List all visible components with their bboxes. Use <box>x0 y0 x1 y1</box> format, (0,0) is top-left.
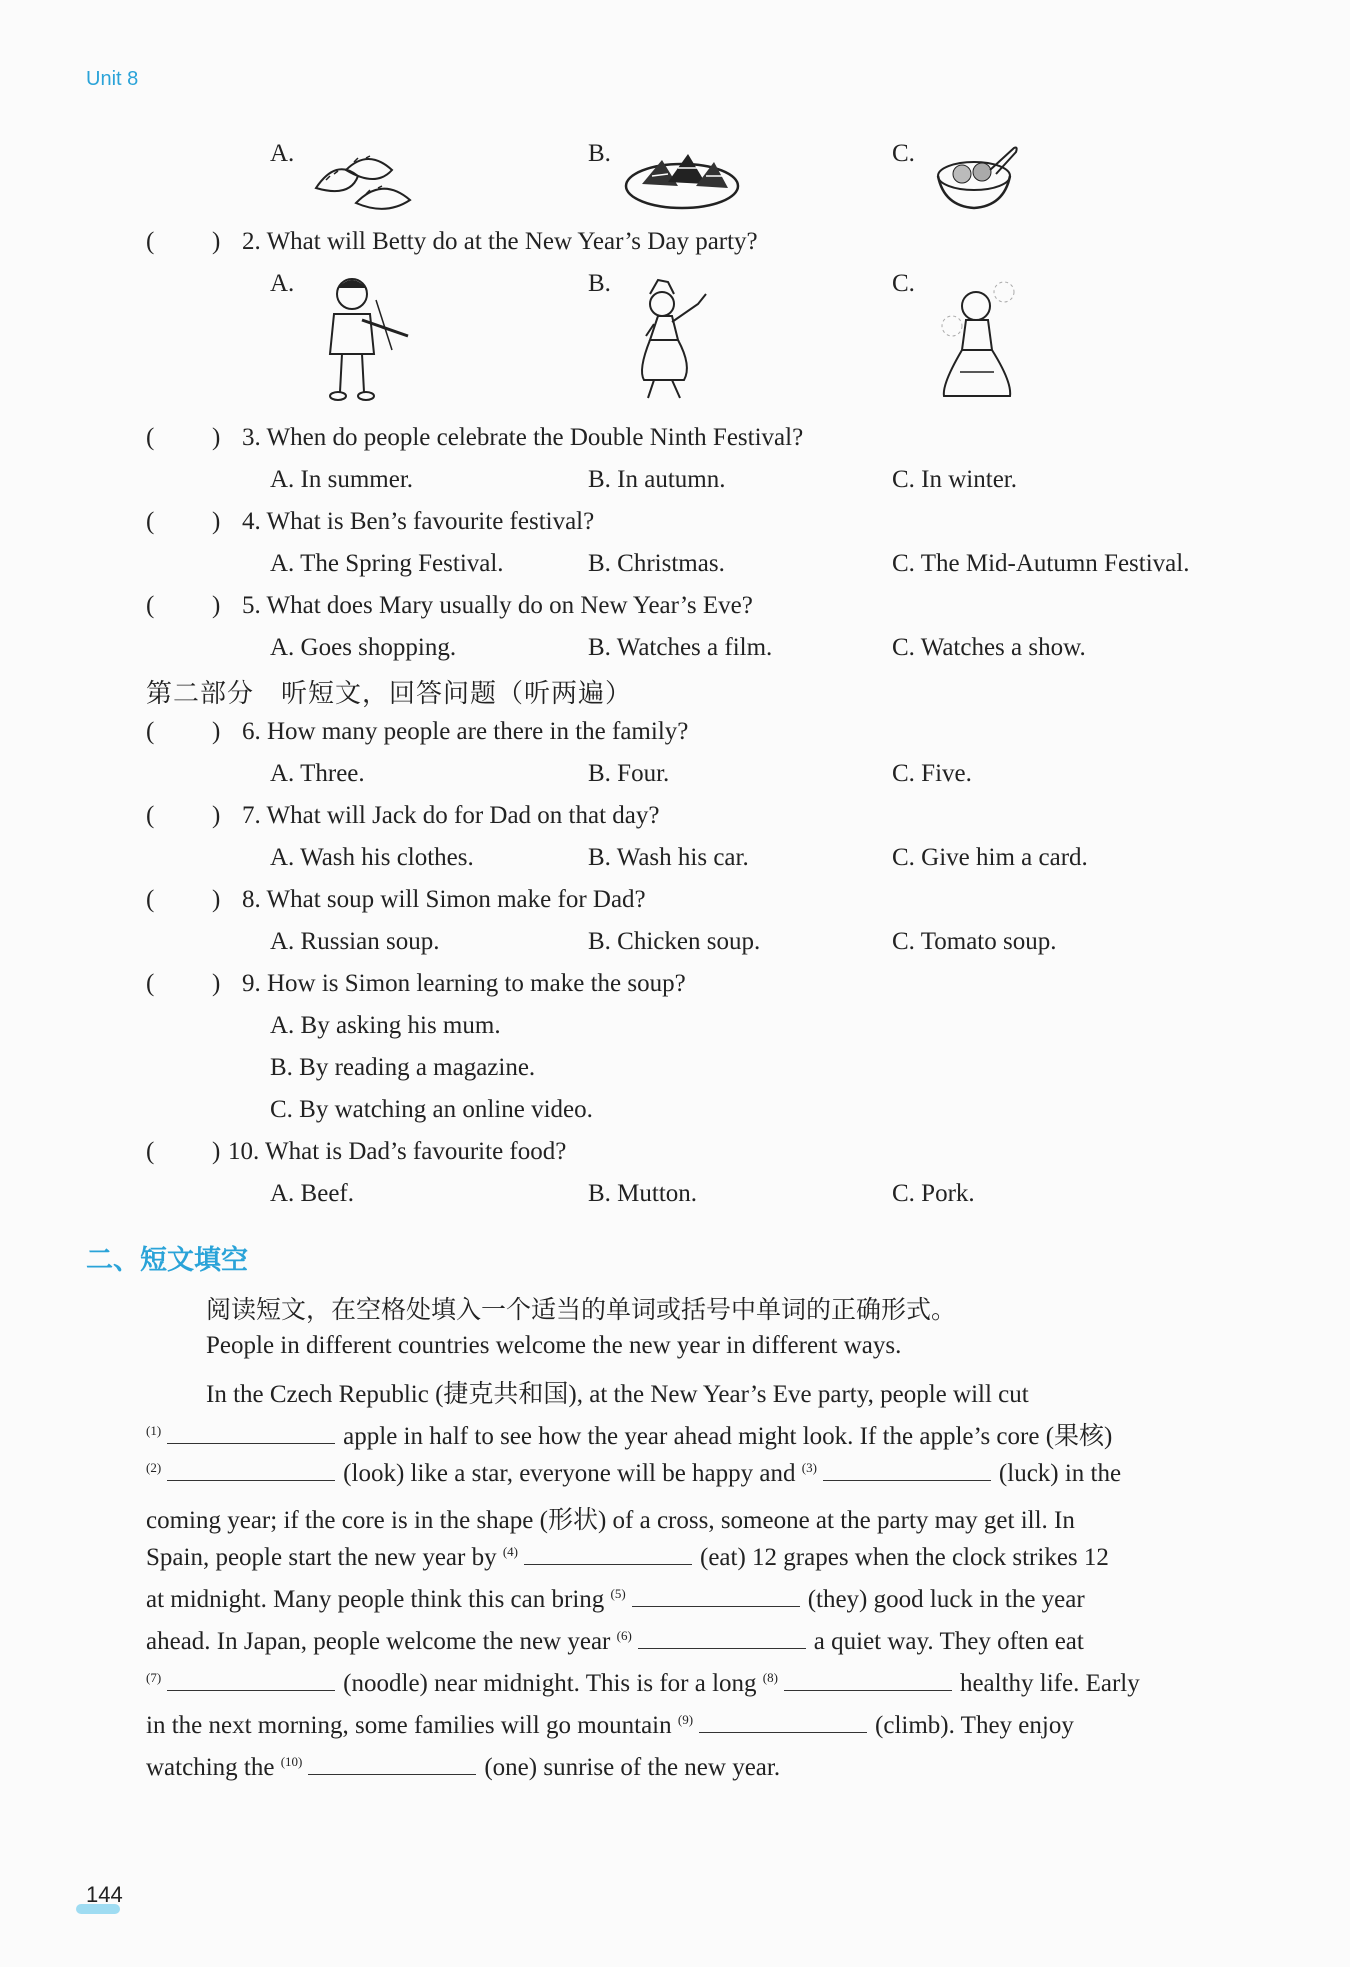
question-text: 8. What soup will Simon make for Dad? <box>242 886 646 913</box>
q2-option-b-label: B. <box>588 270 611 297</box>
answer-paren-close: ) <box>212 718 221 745</box>
passage-line-1: People in different countries welcome the new year in different ways. <box>206 1332 902 1359</box>
passage-line-4: $^{(2)}$ (look) like a star, everyone will be happy and $^{(3)}$ (luck) in the <box>146 1459 1122 1487</box>
answer-paren-close: ) <box>212 802 221 829</box>
section-instruction: 阅读短文，在空格处填入一个适当的单词或括号中单词的正确形式。 <box>206 1295 957 1324</box>
q9-option-a: A. By asking his mum. <box>270 1012 501 1039</box>
q2-option-a-label: A. <box>270 270 295 297</box>
tangyuan-bowl-image <box>930 140 1020 212</box>
blank-3[interactable] <box>823 1458 991 1481</box>
girl-violin-image <box>312 270 420 406</box>
question-text: 4. What is Ben’s favourite festival? <box>242 508 595 535</box>
zongzi-plate-image <box>622 146 742 212</box>
blank-number: (2) <box>146 1459 162 1475</box>
blank-2[interactable] <box>167 1458 335 1481</box>
blank-4[interactable] <box>524 1542 692 1565</box>
passage-line-5: coming year; if the core is in the shape (形状) of a cross, someone at the party may get ill. In <box>146 1507 1075 1534</box>
passage-line-11: watching the $^{(10)}$ (one) sunrise of the new year. <box>146 1753 781 1781</box>
q3-option-b: B. In autumn. <box>588 466 726 493</box>
blank-number: (5) <box>610 1585 626 1601</box>
passage-line-6: Spain, people start the new year by $^{(4)}$ (eat) 12 grapes when the clock strikes 12 <box>146 1543 1109 1571</box>
question-text: 7. What will Jack do for Dad on that day? <box>242 802 660 829</box>
q7-option-c: C. Give him a card. <box>892 844 1088 871</box>
q1-option-a-label: A. <box>270 140 295 167</box>
blank-number: (3) <box>801 1459 817 1475</box>
q4-option-b: B. Christmas. <box>588 550 725 577</box>
question-text: 6. How many people are there in the family? <box>242 718 689 745</box>
answer-paren-close: ) <box>212 592 221 619</box>
blank-number: (6) <box>616 1627 632 1643</box>
passage-line-8: ahead. In Japan, people welcome the new year $^{(6)}$ a quiet way. They often eat <box>146 1627 1084 1655</box>
passage-line-2: In the Czech Republic (捷克共和国), at the New Year’s Eve party, people will cut <box>206 1381 1029 1408</box>
q4-option-c: C. The Mid-Autumn Festival. <box>892 550 1190 577</box>
unit-label: Unit 8 <box>86 68 139 90</box>
girl-singing-image <box>930 272 1030 404</box>
q8-option-c: C. Tomato soup. <box>892 928 1057 955</box>
dumplings-image <box>306 148 416 216</box>
answer-paren-close: ) <box>212 886 221 913</box>
passage-line-10: in the next morning, some families will go mountain $^{(9)}$ (climb). They enjoy <box>146 1711 1074 1739</box>
q6-option-a: A. Three. <box>270 760 365 787</box>
blank-number: (4) <box>502 1543 519 1559</box>
blank-number: (1) <box>146 1422 162 1438</box>
answer-paren-open: ( <box>146 886 155 913</box>
answer-paren-open: ( <box>146 228 155 255</box>
q2-option-c-label: C. <box>892 270 915 297</box>
answer-paren-open: ( <box>146 424 155 451</box>
q1-option-c-label: C. <box>892 140 915 167</box>
section-title: 二、短文填空 <box>86 1245 248 1276</box>
q9-option-c: C. By watching an online video. <box>270 1096 593 1123</box>
answer-paren-close: ) <box>212 424 221 451</box>
passage-line-9: $^{(7)}$ (noodle) near midnight. This is for a long $^{(8)}$ healthy life. Early <box>146 1669 1140 1697</box>
q4-option-a: A. The Spring Festival. <box>270 550 504 577</box>
q6-option-b: B. Four. <box>588 760 670 787</box>
part-two-heading: 第二部分 听短文，回答问题（听两遍） <box>146 679 633 709</box>
page-number: 144 <box>86 1882 123 1907</box>
blank-1[interactable] <box>167 1421 335 1444</box>
q6-option-c: C. Five. <box>892 760 972 787</box>
q7-option-b: B. Wash his car. <box>588 844 749 871</box>
q3-option-a: A. In summer. <box>270 466 414 493</box>
blank-5[interactable] <box>632 1584 800 1607</box>
q5-option-c: C. Watches a show. <box>892 634 1086 661</box>
q7-option-a: A. Wash his clothes. <box>270 844 474 871</box>
blank-number: (8) <box>762 1669 778 1685</box>
blank-number: (7) <box>146 1669 162 1685</box>
blank-8[interactable] <box>784 1668 952 1691</box>
q9-option-b: B. By reading a magazine. <box>270 1054 536 1081</box>
answer-paren-close: ) <box>212 508 221 535</box>
question-text: 2. What will Betty do at the New Year’s Day party? <box>242 228 758 255</box>
question-text: 9. How is Simon learning to make the soup? <box>242 970 686 997</box>
question-text: 3. When do people celebrate the Double Ninth Festival? <box>242 424 804 451</box>
q8-option-a: A. Russian soup. <box>270 928 440 955</box>
question-text: 5. What does Mary usually do on New Year’s Eve? <box>242 592 753 619</box>
q1-option-b-label: B. <box>588 140 611 167</box>
blank-10[interactable] <box>308 1752 476 1775</box>
blank-number: (10) <box>280 1753 303 1769</box>
answer-paren-open: ( <box>146 970 155 997</box>
q10-option-a: A. Beef. <box>270 1180 354 1207</box>
blank-6[interactable] <box>638 1626 806 1649</box>
answer-paren-close: ) <box>212 228 221 255</box>
q5-option-a: A. Goes shopping. <box>270 634 457 661</box>
blank-9[interactable] <box>699 1710 867 1733</box>
question-text: 10. What is Dad’s favourite food? <box>228 1138 567 1165</box>
answer-paren-open: ( <box>146 592 155 619</box>
blank-7[interactable] <box>167 1668 335 1691</box>
answer-paren-open: ( <box>146 1138 155 1165</box>
q5-option-b: B. Watches a film. <box>588 634 773 661</box>
passage-line-3: $^{(1)}$ apple in half to see how the year ahead might look. If the apple’s core (果核) <box>146 1422 1113 1450</box>
answer-paren-open: ( <box>146 802 155 829</box>
q10-option-c: C. Pork. <box>892 1180 975 1207</box>
answer-paren-open: ( <box>146 508 155 535</box>
q10-option-b: B. Mutton. <box>588 1180 698 1207</box>
answer-paren-close: ) <box>212 1138 221 1165</box>
blank-number: (9) <box>677 1711 694 1727</box>
q8-option-b: B. Chicken soup. <box>588 928 761 955</box>
girl-dancing-image <box>628 270 718 406</box>
passage-line-7: at midnight. Many people think this can bring $^{(5)}$ (they) good luck in the year <box>146 1585 1085 1613</box>
answer-paren-open: ( <box>146 718 155 745</box>
q3-option-c: C. In winter. <box>892 466 1017 493</box>
answer-paren-close: ) <box>212 970 221 997</box>
